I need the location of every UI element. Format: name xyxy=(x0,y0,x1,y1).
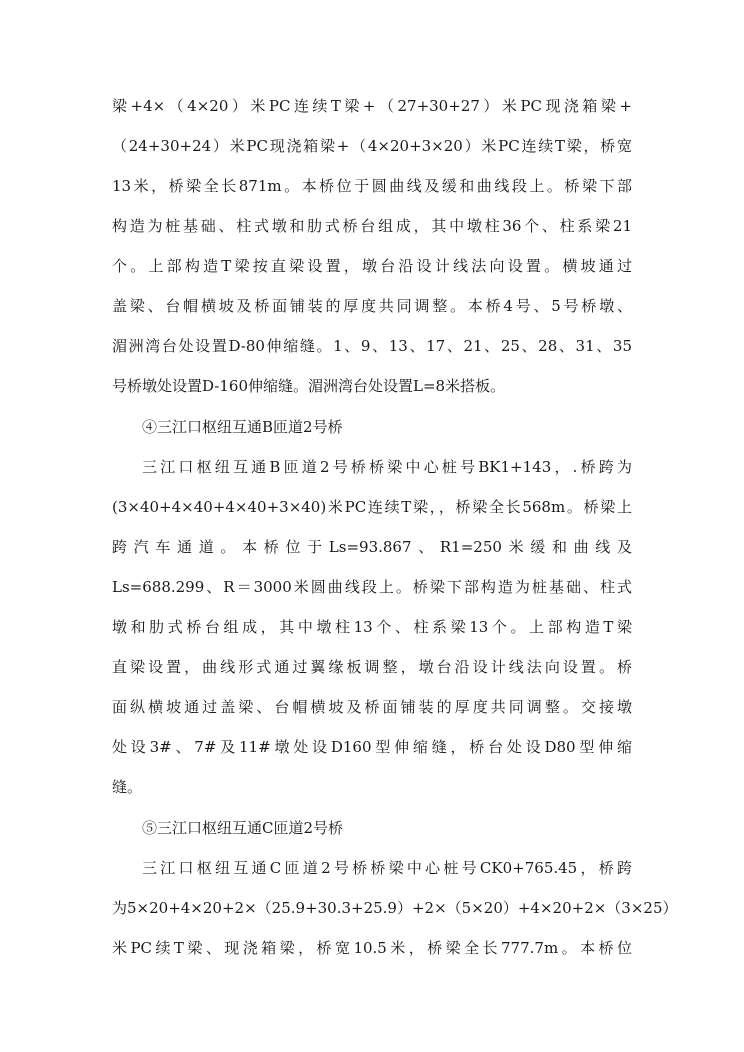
paragraph-line: 为5×20+4×20+2×（25.9+30.3+25.9）+2×（5×20）+4×20+2×（3×25） xyxy=(112,899,678,917)
paragraph-line: 梁+4×（4×20）米PC连续T梁+（27+30+27）米PC现浇箱梁+ xyxy=(112,97,632,115)
paragraph-line: 盖梁、台帽横坡及桥面铺装的厚度共同调整。本桥4号、5号桥墩、 xyxy=(112,297,632,315)
paragraph-line: 个。上部构造T梁按直梁设置，墩台沿设计线法向设置。横坡通过 xyxy=(112,257,632,275)
paragraph-line: 缝。 xyxy=(112,778,143,796)
paragraph-line: 面纵横坡通过盖梁、台帽横坡及桥面铺装的厚度共同调整。交接墩 xyxy=(112,698,632,716)
paragraph-line: 米PC续T梁、现浇箱梁，桥宽10.5米，桥梁全长777.7m。本桥位 xyxy=(112,939,632,957)
paragraph-line: Ls=688.299、R＝3000米圆曲线段上。桥梁下部构造为桩基础、柱式 xyxy=(112,578,632,596)
paragraph-line: 湄洲湾台处设置D-80伸缩缝。1、9、13、17、21、25、28、31、35 xyxy=(112,337,632,355)
paragraph-line: 13米，桥梁全长871m。本桥位于圆曲线及缓和曲线段上。桥梁下部 xyxy=(112,177,632,195)
paragraph-line: (3×40+4×40+4×40+3×40)米PC连续T梁，，桥梁全长568m。桥梁上 xyxy=(112,498,632,516)
section-heading: ⑤三江口枢纽互通C匝道2号桥 xyxy=(142,819,344,837)
section-heading: ④三江口枢纽互通B匝道2号桥 xyxy=(142,418,343,436)
paragraph-line: 三江口枢纽互通C匝道2号桥桥梁中心桩号CK0+765.45，桥跨 xyxy=(142,859,632,877)
paragraph-line: 号桥墩处设置D-160伸缩缝。湄洲湾台处设置L=8米搭板。 xyxy=(112,377,506,395)
paragraph-line: 跨汽车通道。本桥位于Ls=93.867、R1=250米缓和曲线及 xyxy=(112,538,632,556)
paragraph-line: （24+30+24）米PC现浇箱梁+（4×20+3×20）米PC连续T梁，桥宽 xyxy=(112,137,632,155)
paragraph-line: 处设3#、7#及11#墩处设D160型伸缩缝，桥台处设D80型伸缩 xyxy=(112,738,632,756)
paragraph-line: 构造为桩基础、柱式墩和肋式桥台组成，其中墩柱36个、柱系梁21 xyxy=(112,217,632,235)
paragraph-line: 直梁设置，曲线形式通过翼缘板调整，墩台沿设计线法向设置。桥 xyxy=(112,658,632,676)
paragraph-line: 三江口枢纽互通B匝道2号桥桥梁中心桩号BK1+143，.桥跨为 xyxy=(142,458,632,476)
paragraph-line: 墩和肋式桥台组成，其中墩柱13个、柱系梁13个。上部构造T梁 xyxy=(112,618,632,636)
